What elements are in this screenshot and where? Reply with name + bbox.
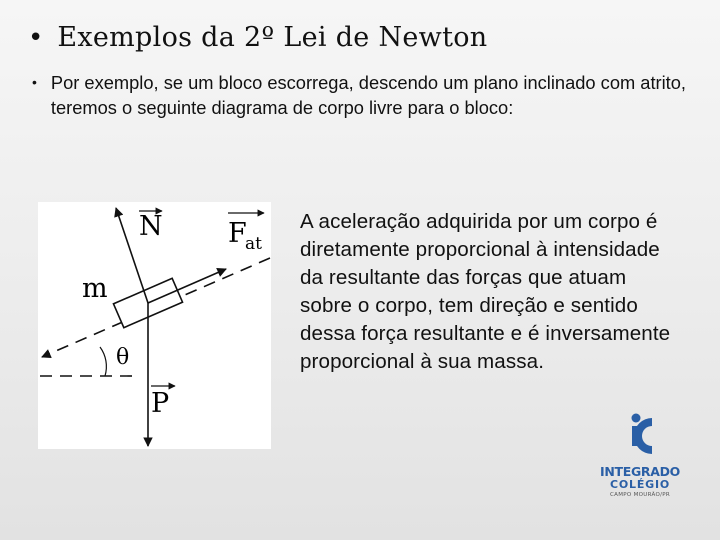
title-text: Exemplos da 2º Lei de Newton [57, 22, 488, 53]
normal-label: N [139, 211, 163, 242]
logo-place-text: CAMPO MOURÃO/PR [610, 492, 670, 498]
explanation-text: A aceleração adquirida por um corpo é diretamente proporcional à intensidade da resultante das forças que atuam sobre o corpo, tem direção e sentido dessa força resultante e é inversamente proporcional à sua massa. [300, 210, 671, 373]
bullet-text: Por exemplo, se um bloco escorrega, descendo um plano inclinado com atrito, teremos o seguinte diagrama de corpo livre para o bloco: [50, 72, 687, 118]
school-logo [592, 412, 688, 504]
angle-arc [100, 347, 106, 376]
mass-label: m [82, 273, 108, 304]
weight-label: P [151, 388, 170, 419]
logo-sub-text: COLÉGIO [609, 478, 671, 491]
bullet-dot: • [32, 74, 37, 90]
angle-label: θ [116, 345, 130, 370]
slide-title [28, 22, 487, 53]
intro-bullet [32, 70, 702, 120]
friction-subscript: at [245, 234, 262, 254]
title-bullet: • [28, 22, 44, 53]
friction-label: F [228, 218, 247, 249]
free-body-diagram [38, 202, 271, 449]
logo-main-text: INTEGRADO [599, 464, 681, 479]
logo-emblem-icon [622, 412, 658, 462]
